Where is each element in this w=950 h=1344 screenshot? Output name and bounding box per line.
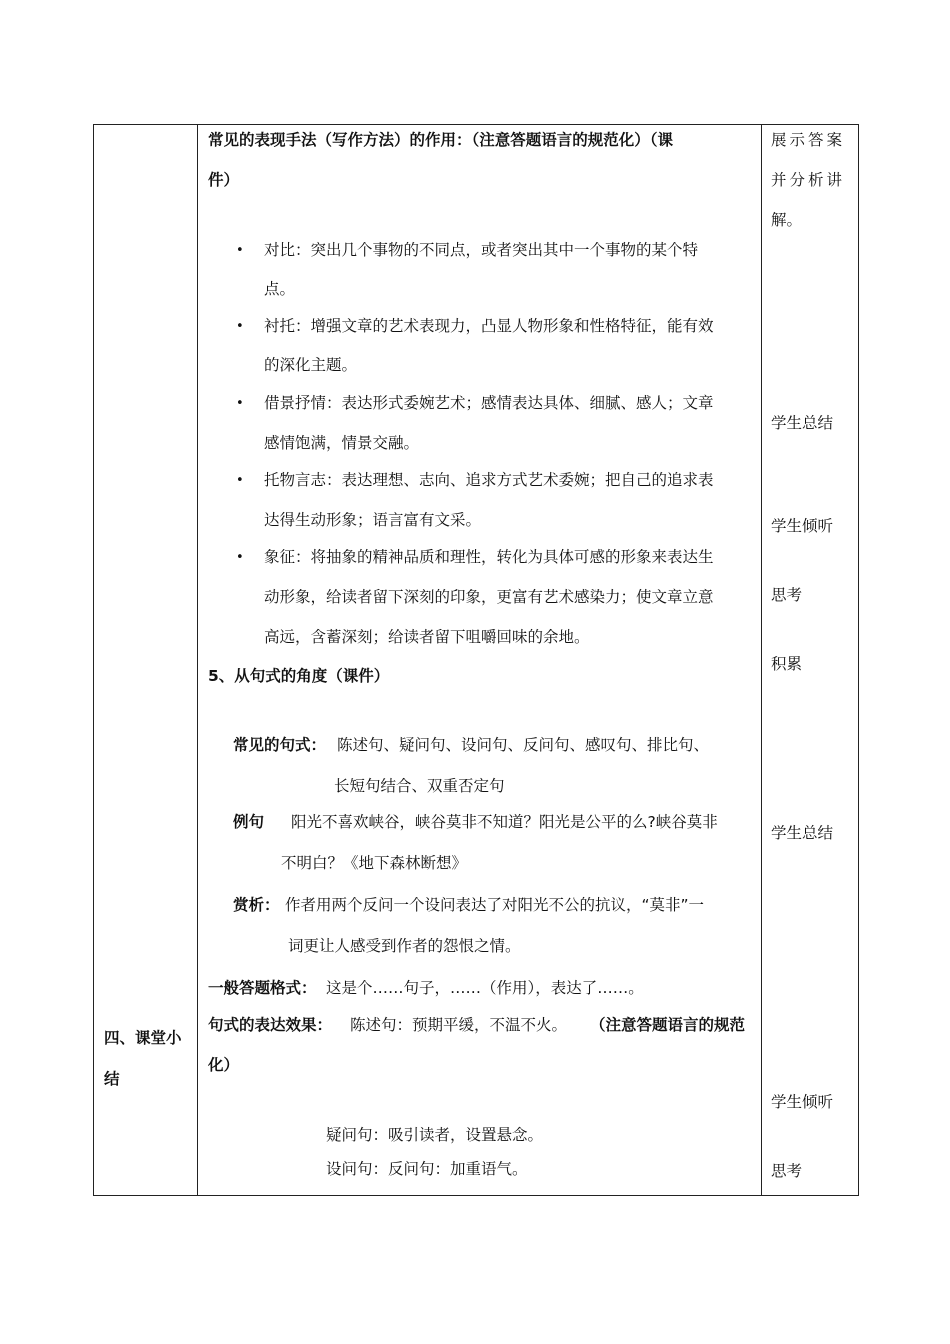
analysis-line2: 词更让人感受到作者的怨恨之情。: [288, 937, 521, 955]
student-listen-2: 学生倾听: [771, 1093, 834, 1111]
answer-format-label: 一般答题格式：: [208, 979, 317, 997]
student-summary-2: 学生总结: [771, 824, 834, 842]
bullet-contrast-line2: 点。: [264, 280, 296, 298]
student-listen-1: 学生倾听: [771, 517, 834, 535]
effect-note-line2: 化）: [208, 1056, 240, 1074]
analysis-line1: 作者用两个反问一个设问表达了对阳光不公的抗议，“莫非”一: [285, 896, 705, 914]
bullet-symbol-line2: 动形象，给读者留下深刻的印象，更富有艺术感染力；使文章立意: [264, 588, 714, 606]
question-effect: 疑问句：吸引读者，设置悬念。: [326, 1126, 544, 1144]
bullet-dot: •: [236, 473, 244, 488]
activity-cell: [762, 125, 859, 1196]
bullet-symbol-line3: 高远，含蓄深刻；给读者留下咀嚼回味的余地。: [264, 628, 590, 646]
bullet-dot: •: [236, 243, 244, 258]
show-answer-line2: 并分析讲: [771, 171, 846, 189]
accumulate: 积累: [771, 655, 803, 673]
analysis-label: 赏析：: [233, 896, 280, 914]
sentence-types-label: 常见的句式：: [233, 736, 327, 754]
methods-heading-line2: 件）: [208, 171, 240, 189]
bullet-symbol-line1: 象征：将抽象的精神品质和理性，转化为具体可感的形象来表达生: [264, 548, 714, 566]
bullet-contrast-line1: 对比：突出几个事物的不同点，或者突出其中一个事物的某个特: [264, 241, 699, 259]
bullet-dot: •: [236, 319, 244, 334]
effect-label: 句式的表达效果：: [208, 1016, 333, 1034]
bullet-dot: •: [236, 550, 244, 565]
student-summary-1: 学生总结: [771, 414, 834, 432]
section-label-line1: 四、课堂小: [104, 1029, 182, 1047]
bullet-object-line1: 托物言志：表达理想、志向、追求方式艺术委婉；把自己的追求表: [264, 471, 714, 489]
show-answer-line1: 展示答案: [771, 131, 846, 149]
effect-text: 陈述句：预期平缓，不温不火。: [350, 1016, 568, 1034]
show-answer-line3: 解。: [771, 211, 803, 229]
bullet-object-line2: 达得生动形象；语言富有文采。: [264, 511, 482, 529]
sentence-types-line2: 长短句结合、双重否定句: [334, 777, 505, 795]
content-cell: [198, 125, 762, 1196]
bullet-foil-line2: 的深化主题。: [264, 356, 358, 374]
think-1: 思考: [771, 586, 803, 604]
section-label-cell: [94, 125, 198, 1196]
answer-format-text: 这是个……句子，……（作用），表达了……。: [326, 979, 644, 997]
think-2: 思考: [771, 1162, 803, 1180]
example-line2: 不明白？《地下森林断想》: [281, 854, 468, 872]
bullet-scenery-line1: 借景抒情：表达形式委婉艺术；感情表达具体、细腻、感人；文章: [264, 394, 714, 412]
example-label: 例句: [233, 813, 265, 831]
rhetorical-effect: 设问句：反问句：加重语气。: [326, 1160, 528, 1178]
example-line1: 阳光不喜欢峡谷，峡谷莫非不知道？阳光是公平的么?峡谷莫非: [291, 813, 718, 831]
effect-note-line1: （注意答题语言的规范: [590, 1016, 746, 1034]
bullet-foil-line1: 衬托：增强文章的艺术表现力，凸显人物形象和性格特征，能有效: [264, 317, 714, 335]
section-label-line2: 结: [104, 1070, 120, 1088]
section5-title: 5、从句式的角度（课件）: [208, 667, 390, 685]
methods-heading-line1: 常见的表现手法（写作方法）的作用：（注意答题语言的规范化）（课: [208, 131, 674, 149]
lesson-table: [93, 124, 859, 1196]
bullet-scenery-line2: 感情饱满，情景交融。: [264, 434, 420, 452]
sentence-types-line1: 陈述句、疑问句、设问句、反问句、感叹句、排比句、: [337, 736, 710, 754]
bullet-dot: •: [236, 396, 244, 411]
